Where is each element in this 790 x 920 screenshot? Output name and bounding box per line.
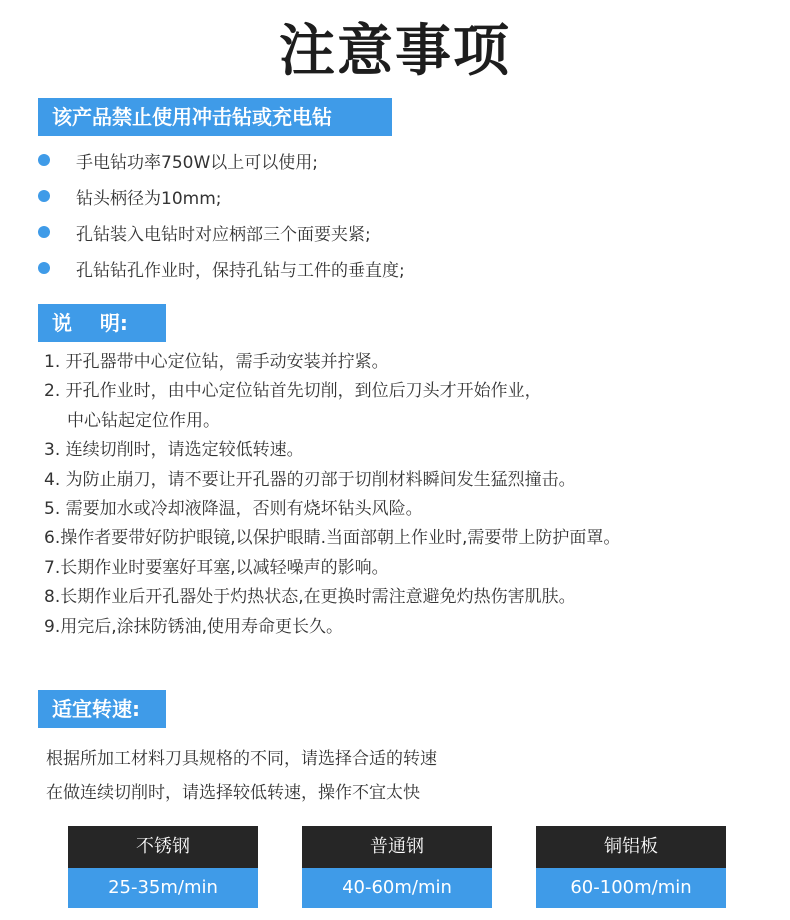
list-item: 8.长期作业后开孔器处于灼热状态,在更换时需注意避免灼热伤害肌肤。: [44, 587, 576, 608]
notes-list: [44, 348, 620, 642]
material-card-stainless: [68, 826, 258, 908]
material-name: 普通钢: [302, 826, 492, 868]
list-item: 1. 开孔器带中心定位钻，需手动安装并拧紧。: [44, 352, 389, 372]
list-item: [38, 142, 405, 178]
list-item: 6.操作者要带好防护眼镜,以保护眼睛.当面部朝上作业时,需要带上防护面罩。: [44, 528, 621, 549]
list-item: [38, 214, 405, 250]
material-speed: 25-35m/min: [68, 868, 258, 908]
list-item: 9.用完后,涂抹防锈油,使用寿命更长久。: [44, 616, 344, 637]
bullet-dot-icon: [38, 154, 50, 166]
list-item: [38, 250, 405, 286]
bullet-dot-icon: [38, 226, 50, 238]
material-speed: 60-100m/min: [536, 868, 726, 908]
speed-line: 根据所加工材料刀具规格的不同，请选择合适的转速: [46, 749, 437, 769]
list-item: 4. 为防止崩刀，请不要让开孔器的刃部于切削材料瞬间发生猛烈撞击。: [44, 469, 576, 490]
list-item-continuation: 中心钻起定位作用。: [67, 410, 220, 431]
list-item-text: 孔钻钻孔作业时，保持孔钻与工件的垂直度;: [76, 260, 405, 281]
list-item: 7.长期作业时要塞好耳塞,以减轻噪声的影响。: [44, 557, 389, 578]
list-item-text: 手电钻功率750W以上可以使用;: [76, 152, 318, 173]
material-name: 不锈钢: [68, 826, 258, 868]
material-speed: 40-60m/min: [302, 868, 492, 908]
material-card-steel: [302, 826, 492, 908]
notes-header: 说 明:: [38, 304, 166, 342]
speed-description: [46, 742, 437, 810]
speed-header: 适宜转速:: [38, 690, 166, 728]
list-item-text: 钻头柄径为10mm;: [76, 188, 222, 209]
bullet-dot-icon: [38, 262, 50, 274]
material-card-copper-aluminum: [536, 826, 726, 908]
list-item: 2. 开孔作业时，由中心定位钻首先切削，到位后刀头才开始作业，: [44, 381, 542, 402]
list-item: [38, 178, 405, 214]
list-item-text: 孔钻装入电钻时对应柄部三个面要夹紧;: [76, 224, 371, 245]
bullet-dot-icon: [38, 190, 50, 202]
list-item: 5. 需要加水或冷却液降温，否则有烧坏钻头风险。: [44, 499, 423, 520]
prohibition-list: [38, 142, 405, 286]
material-name: 铜铝板: [536, 826, 726, 868]
page-title: 注意事项: [279, 19, 511, 84]
prohibition-header: 该产品禁止使用冲击钻或充电钻: [38, 98, 392, 136]
list-item: 3. 连续切削时，请选定较低转速。: [44, 440, 304, 461]
speed-line: 在做连续切削时，请选择较低转速，操作不宜太快: [46, 783, 420, 803]
